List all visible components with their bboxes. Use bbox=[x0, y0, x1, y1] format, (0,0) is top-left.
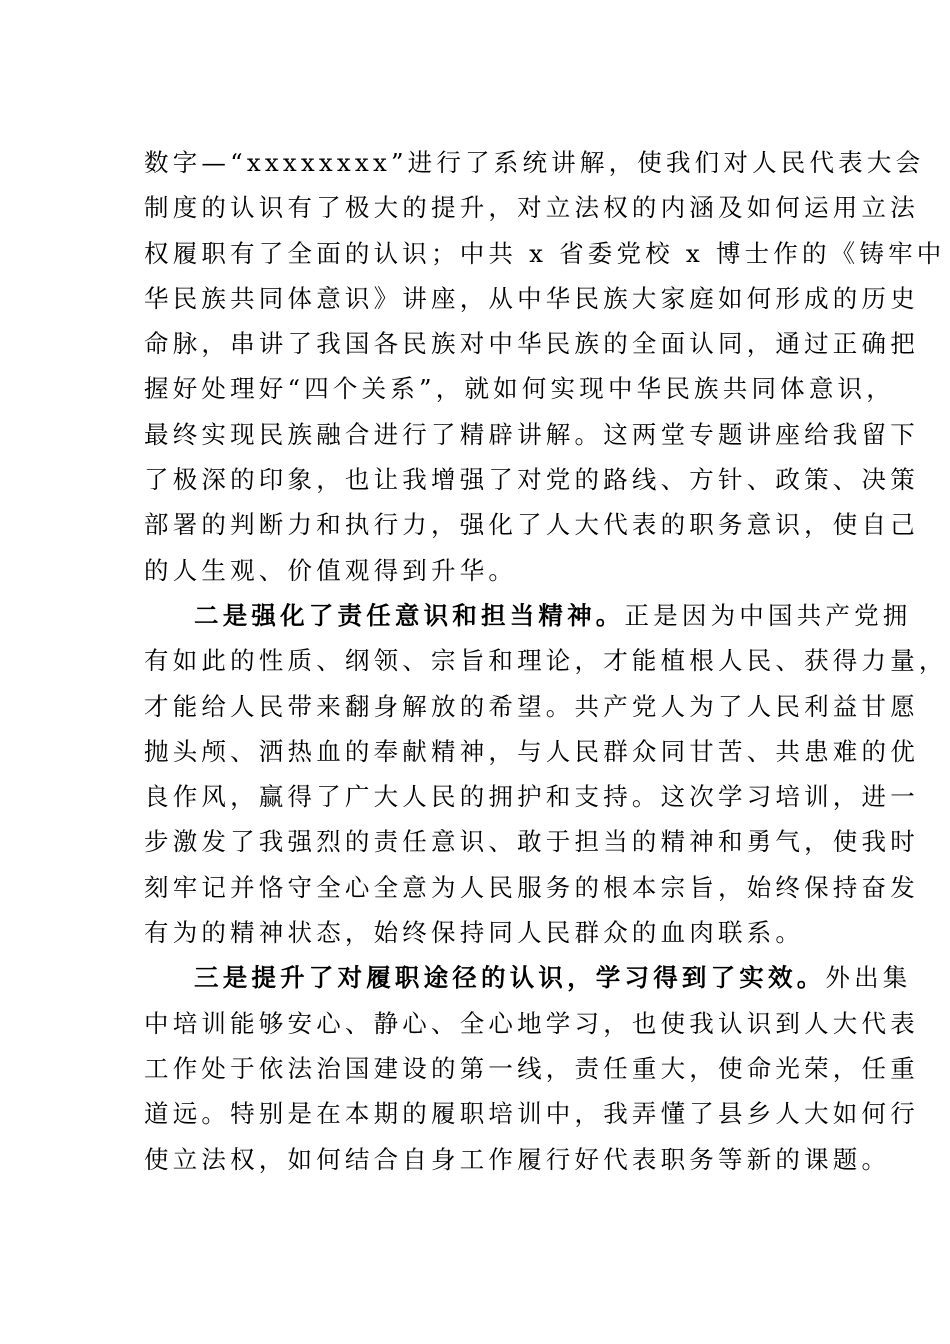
text-line: 握好处理好“四个关系”，就如何实现中华民族共同体意识， bbox=[144, 374, 895, 404]
text-line: 工作处于依法治国建设的第一线，责任重大，使命光荣，任重 bbox=[144, 1053, 919, 1083]
text-line: 步激发了我强烈的责任意识、敢于担当的精神和勇气，使我时 bbox=[144, 827, 919, 857]
text-line: 中培训能够安心、静心、全心地学习，也使我认识到人大代表 bbox=[144, 1008, 919, 1038]
paragraph-first-line bbox=[144, 955, 912, 1000]
text-run: 正是因为中国共产党拥 bbox=[624, 600, 912, 630]
text-line: 良作风，赢得了广大人民的拥护和支持。这次学习培训，进一 bbox=[144, 782, 919, 812]
text-line: 有如此的性质、纲领、宗旨和理论，才能植根人民、获得力量， bbox=[144, 646, 948, 676]
text-line: 抛头颅、洒热血的奉献精神，与人民群众同甘苦、共患难的优 bbox=[144, 736, 919, 766]
text-line: 部署的判断力和执行力，强化了人大代表的职务意识，使自己 bbox=[144, 510, 919, 540]
paragraph-heading: 二是强化了责任意识和担当精神。 bbox=[194, 600, 625, 630]
paragraph-duty-performance bbox=[144, 955, 919, 1181]
text-line: 命脉，串讲了我国各民族对中华民族的全面认同，通过正确把 bbox=[144, 329, 919, 359]
text-line: 华民族共同体意识》讲座，从中华民族大家庭如何形成的历史 bbox=[144, 283, 919, 313]
text-line: 了极深的印象，也让我增强了对党的路线、方针、政策、决策 bbox=[144, 465, 919, 495]
text-line: 制度的认识有了极大的提升，对立法权的内涵及如何运用立法 bbox=[144, 193, 919, 223]
text-line: 最终实现民族融合进行了精辟讲解。这两堂专题讲座给我留下 bbox=[144, 419, 919, 449]
text-line: 权履职有了全面的认识；中共 x 省委党校 x 博士作的《铸牢中 bbox=[144, 238, 946, 268]
document-body bbox=[144, 140, 948, 1182]
paragraph-heading: 三是提升了对履职途径的认识，学习得到了实效。 bbox=[194, 963, 826, 993]
text-line: 道远。特别是在本期的履职培训中，我弄懂了县乡人大如何行 bbox=[144, 1099, 919, 1129]
text-line: 刻牢记并恪守全心全意为人民服务的根本宗旨，始终保持奋发 bbox=[144, 872, 919, 902]
paragraph-first-line bbox=[144, 593, 912, 638]
text-line: 有为的精神状态，始终保持同人民群众的血肉联系。 bbox=[144, 918, 805, 948]
text-line: 的人生观、价值观得到升华。 bbox=[144, 555, 518, 585]
paragraph-lecture-summary bbox=[144, 140, 946, 593]
text-line: 使立法权，如何结合自身工作履行好代表职务等新的课题。 bbox=[144, 1144, 891, 1174]
text-run: 外出集 bbox=[825, 963, 912, 993]
text-line: 数字—“xxxxxxxx”进行了系统讲解，使我们对人民代表大会 bbox=[144, 148, 925, 177]
text-line: 才能给人民带来翻身解放的希望。共产党人为了人民利益甘愿 bbox=[144, 691, 919, 721]
paragraph-responsibility bbox=[144, 593, 948, 955]
